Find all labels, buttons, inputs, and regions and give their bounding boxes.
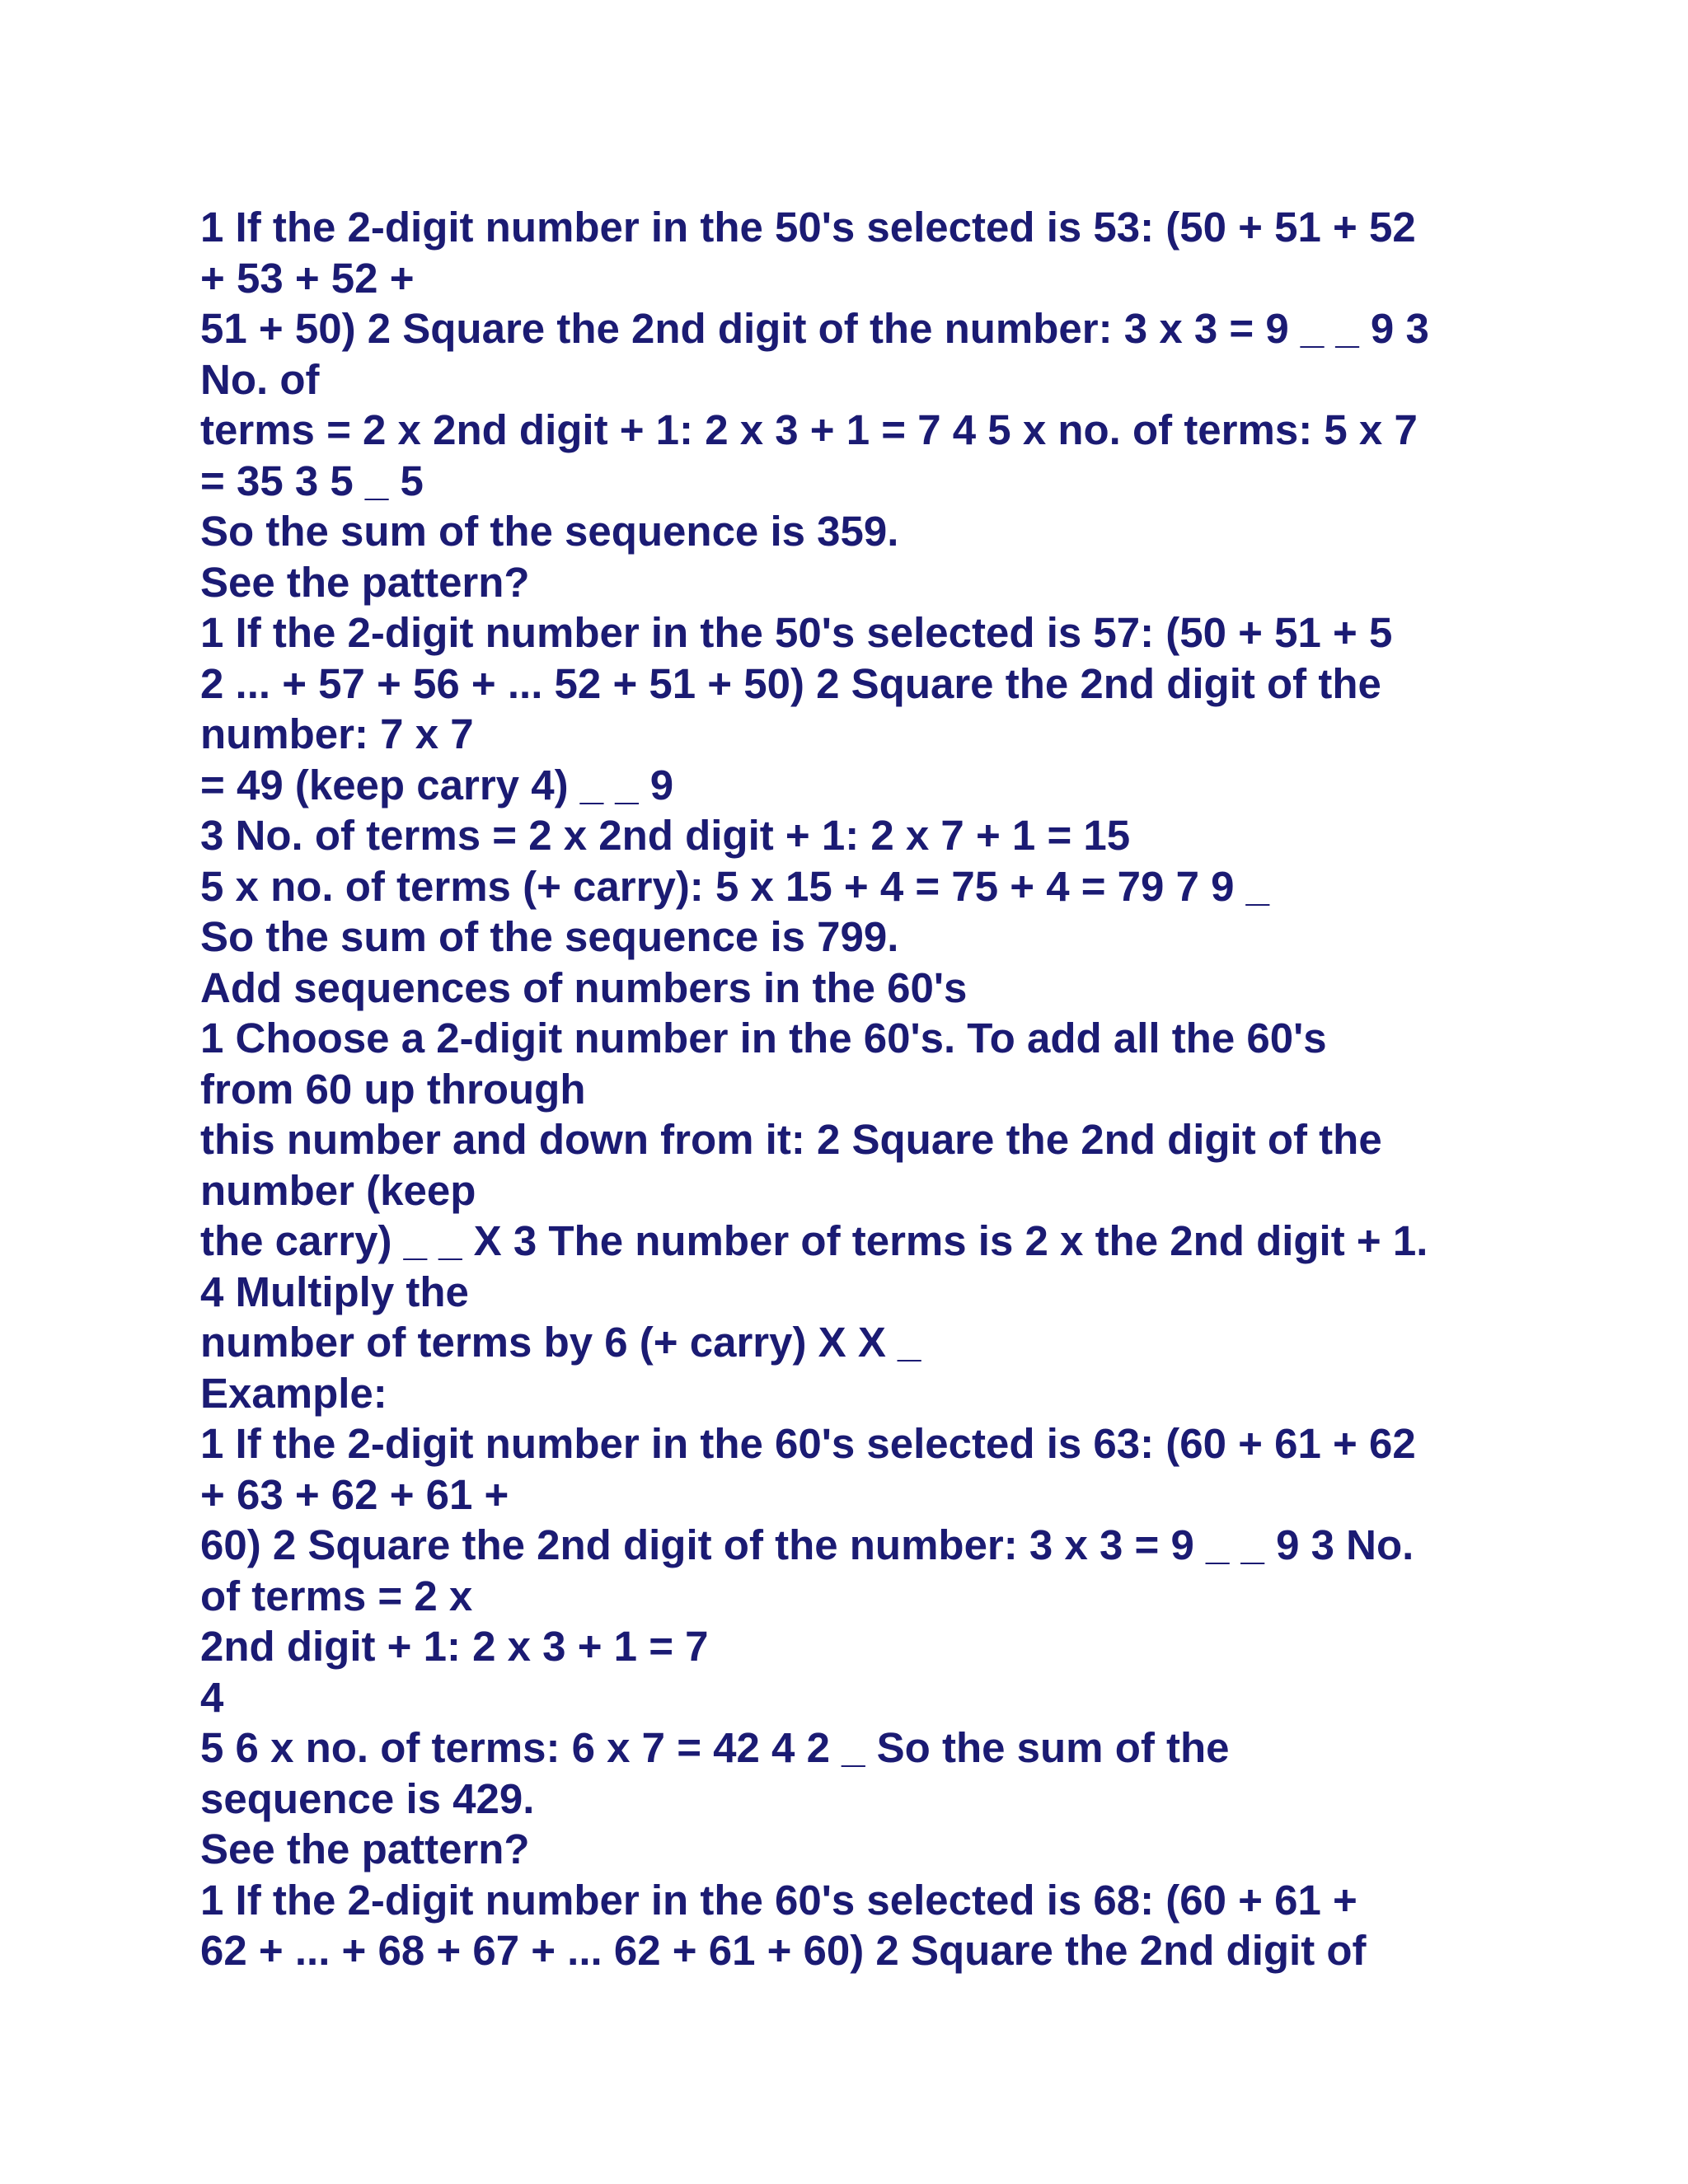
- document-body: [200, 202, 1536, 1976]
- text-line: + 53 + 52 +: [200, 254, 415, 302]
- text-line: 5 x no. of terms (+ carry): 5 x 15 + 4 = 75 + 4 = 79 7 9 _: [200, 862, 1270, 910]
- text-line: 60) 2 Square the 2nd digit of the number: 3 x 3 = 9 _ _ 9 3 No.: [200, 1521, 1414, 1568]
- text-line: 1 Choose a 2-digit number in the 60's. To add all the 60's: [200, 1015, 1327, 1062]
- text-line: So the sum of the sequence is 359.: [200, 508, 899, 555]
- text-line: 2 ... + 57 + 56 + ... 52 + 51 + 50) 2 Square the 2nd digit of the: [200, 659, 1381, 707]
- text-line: number (keep: [200, 1166, 476, 1214]
- text-line: this number and down from it: 2 Square the 2nd digit of the: [200, 1116, 1382, 1163]
- text-line: 3 No. of terms = 2 x 2nd digit + 1: 2 x 7 + 1 = 15: [200, 812, 1131, 859]
- text-line: the carry) _ _ X 3 The number of terms is 2 x the 2nd digit + 1.: [200, 1217, 1428, 1264]
- text-line: 62 + ... + 68 + 67 + ... 62 + 61 + 60) 2 Square the 2nd digit of: [200, 1927, 1367, 1974]
- text-line: of terms = 2 x: [200, 1572, 473, 1619]
- text-line: 51 + 50) 2 Square the 2nd digit of the number: 3 x 3 = 9 _ _ 9 3: [200, 305, 1429, 352]
- text-line: terms = 2 x 2nd digit + 1: 2 x 3 + 1 = 7 4 5 x no. of terms: 5 x 7: [200, 406, 1418, 453]
- text-line: = 49 (keep carry 4) _ _ 9: [200, 761, 674, 808]
- text-line: sequence is 429.: [200, 1774, 535, 1822]
- section-heading: Add sequences of numbers in the 60's: [200, 963, 968, 1011]
- text-line: number of terms by 6 (+ carry) X X _: [200, 1319, 921, 1366]
- text-line: 2nd digit + 1: 2 x 3 + 1 = 7: [200, 1623, 709, 1670]
- text-line: = 35 3 5 _ 5: [200, 457, 424, 504]
- text-line: from 60 up through: [200, 1065, 586, 1113]
- text-line: 1 If the 2-digit number in the 50's selected is 53: (50 + 51 + 52: [200, 204, 1416, 251]
- text-line: 1 If the 2-digit number in the 50's selected is 57: (50 + 51 + 5: [200, 609, 1393, 656]
- text-line: See the pattern?: [200, 558, 530, 606]
- text-line: + 63 + 62 + 61 +: [200, 1470, 509, 1518]
- text-line: number: 7 x 7: [200, 710, 474, 757]
- text-line: 5 6 x no. of terms: 6 x 7 = 42 4 2 _ So the sum of the: [200, 1724, 1230, 1771]
- text-line: See the pattern?: [200, 1825, 530, 1872]
- example-label: Example:: [200, 1369, 387, 1417]
- text-line: 4: [200, 1673, 224, 1721]
- text-line: No. of: [200, 355, 320, 403]
- text-line: 4 Multiply the: [200, 1268, 469, 1315]
- text-line: 1 If the 2-digit number in the 60's selected is 63: (60 + 61 + 62: [200, 1420, 1416, 1467]
- text-line: 1 If the 2-digit number in the 60's selected is 68: (60 + 61 +: [200, 1876, 1357, 1924]
- text-line: So the sum of the sequence is 799.: [200, 913, 899, 960]
